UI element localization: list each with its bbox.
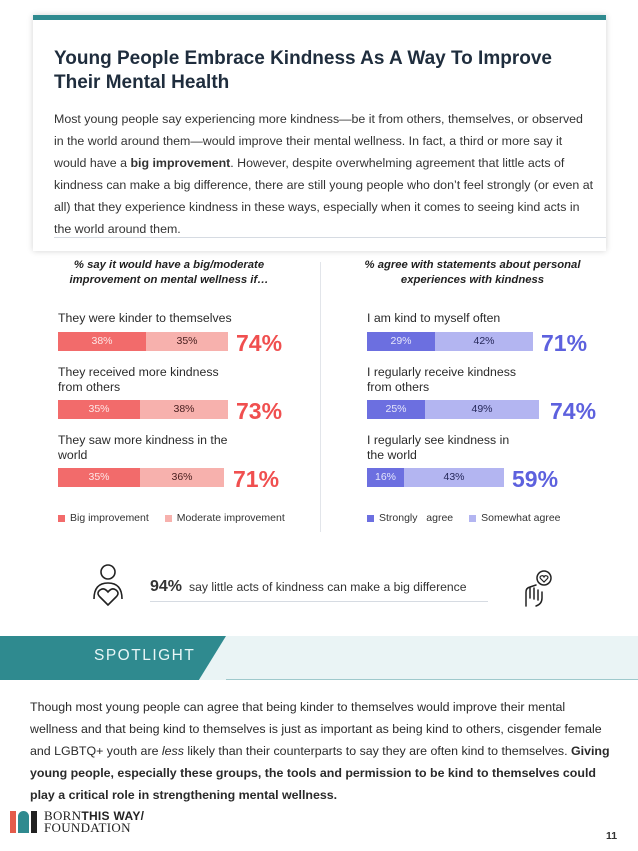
spotlight-paragraph <box>30 696 610 806</box>
left-item-2-total: 73% <box>236 398 283 424</box>
right-item-3-bar <box>367 468 504 487</box>
legend-label-moderate: Moderate improvement <box>176 512 285 524</box>
right-item-1-total: 71% <box>541 330 588 356</box>
legend-label-big: Big improvement <box>70 512 149 524</box>
intro-text-1: Most young people say experiencing more kindness—be it from others, themselves, or observed in the world around them—would improve their mental wellness. In fact, a third or more say it would have a <box>54 112 583 170</box>
logo-this-way: THIS WAY/ <box>81 809 145 823</box>
intro-text-2: . However, despite overwhelming agreement that little acts of kindness can make a big difference, there are still young people who don’t feel strongly (or even at all) that they experience kindness in these ways, especially when it comes to seeing kind acts in the world around them. <box>54 156 594 236</box>
page-title: Young People Embrace Kindness As A Way To Improve Their Mental Health <box>54 48 552 93</box>
left-item-1-label: They were kinder to themselves <box>58 311 232 325</box>
legend-label-somewhat: Somewhat agree <box>481 512 561 524</box>
left-item-1-moderate: 35% <box>146 332 228 351</box>
foundation-logo <box>10 810 144 834</box>
right-item-1-bar <box>367 332 533 351</box>
left-item-1-total: 74% <box>236 330 283 356</box>
spotlight-italic: less <box>161 744 184 758</box>
left-item-2-label: They received more kindness from others <box>58 365 219 394</box>
legend-swatch-moderate <box>165 515 172 522</box>
panel-divider <box>320 262 321 532</box>
left-item-3-total: 71% <box>233 466 280 492</box>
legend-swatch-somewhat <box>469 515 476 522</box>
right-item-3-total: 59% <box>512 466 559 492</box>
legend-swatch-big <box>58 515 65 522</box>
spotlight-text-2: likely than their counterparts to say they are often kind to themselves. <box>183 744 572 758</box>
right-panel-title: % agree with statements about personal experiences with kindness <box>364 259 581 286</box>
left-item-1-big: 38% <box>58 332 146 351</box>
left-item-3-bar <box>58 468 224 487</box>
right-item-2-label: I regularly receive kindness from others <box>367 365 516 394</box>
callout-underline <box>150 601 488 602</box>
left-panel-title: % say it would have a big/moderate improvement on mental wellness if… <box>69 259 269 286</box>
right-item-3-strong: 16% <box>367 468 404 487</box>
left-item-3-moderate: 36% <box>140 468 224 487</box>
right-item-2-strong: 25% <box>367 400 425 419</box>
right-item-3-somewhat: 43% <box>404 468 504 487</box>
right-item-3-label: I regularly see kindness in the world <box>367 433 510 462</box>
spotlight-emphasis: Giving young people, especially these groups, the tools and permission to be kind to themselves could play a critical role in strengthening mental wellness. <box>30 744 610 802</box>
intro-emphasis: big improvement <box>130 156 231 170</box>
spotlight-text-1: Though most young people can agree that being kinder to themselves would improve their mental wellness and that being kind to themselves is just as important as being kind to others, cisgender female and LGBTQ+ youth are <box>30 700 602 758</box>
callout-percent: 94% <box>150 578 183 595</box>
card-accent-bar <box>33 15 606 20</box>
left-item-2-bar <box>58 400 228 419</box>
intro-divider <box>54 237 606 238</box>
legend-swatch-strongly <box>367 515 374 522</box>
left-item-2-moderate: 38% <box>140 400 228 419</box>
intro-paragraph <box>54 108 594 240</box>
person-heart-icon <box>90 563 126 609</box>
left-item-2-big: 35% <box>58 400 140 419</box>
callout-stat <box>150 578 467 596</box>
left-item-1-bar <box>58 332 228 351</box>
right-item-2-bar <box>367 400 539 419</box>
right-item-2-total: 74% <box>550 398 597 424</box>
left-legend <box>58 512 301 524</box>
logo-foundation: FOUNDATION <box>44 820 131 835</box>
callout-text: say little acts of kindness can make a big difference <box>189 580 467 594</box>
page-number: 11 <box>606 830 618 842</box>
right-item-1-somewhat: 42% <box>435 332 533 351</box>
logo-born: BORN <box>44 808 82 823</box>
spotlight-line <box>226 679 638 680</box>
right-legend <box>367 512 577 524</box>
left-item-3-label: They saw more kindness in the world <box>58 433 228 462</box>
legend-label-strongly: Strongly agree <box>379 512 454 524</box>
logo-mark-icon <box>10 811 37 833</box>
spotlight-heading: SPOTLIGHT <box>94 647 196 664</box>
right-item-1-strong: 29% <box>367 332 435 351</box>
right-item-2-somewhat: 49% <box>425 400 539 419</box>
hand-heart-icon <box>520 568 556 608</box>
left-item-3-big: 35% <box>58 468 140 487</box>
right-item-1-label: I am kind to myself often <box>367 311 501 325</box>
